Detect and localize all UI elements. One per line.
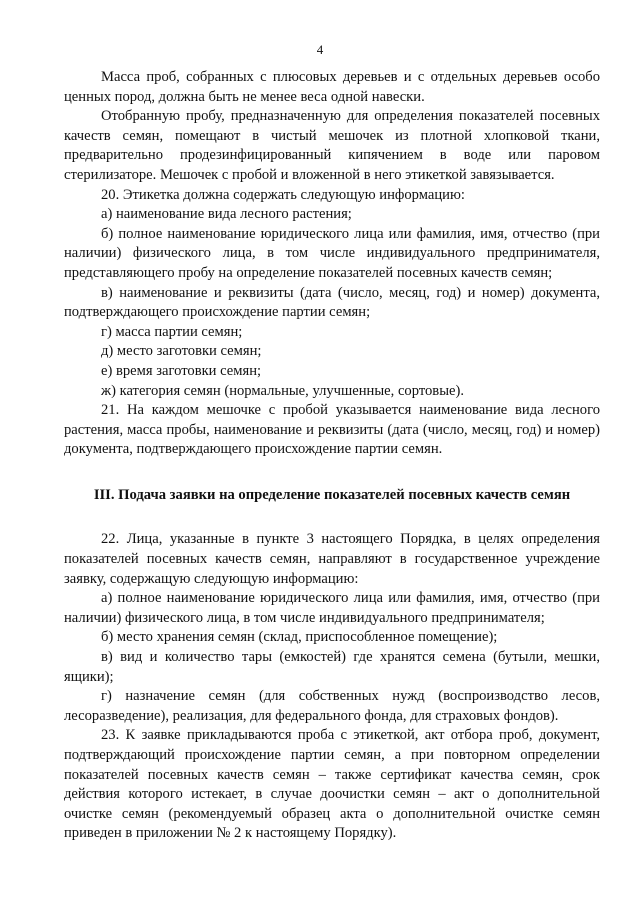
page-number: 4 xyxy=(316,42,324,57)
list-item: а) полное наименование юридического лица или фамилия, имя, отчество (при наличии) физического лица, в том числе индивидуального предпринимателя; xyxy=(64,590,600,626)
list-item: б) полное наименование юридического лица или фамилия, имя, отчество (при наличии) физического лица, в том числе индивидуального предпринимателя, представляющего пробу на определение показателей посевных качеств семян; xyxy=(64,225,600,281)
list-item: ж) категория семян (нормальные, улучшенные, сортовые). xyxy=(101,382,464,399)
paragraph: Масса проб, собранных с плюсовых деревьев и с отдельных деревьев особо ценных пород, должна быть не менее веса одной навески. xyxy=(64,69,600,105)
paragraph: 20. Этикетка должна содержать следующую информацию: xyxy=(101,186,465,203)
list-item: а) наименование вида лесного растения; xyxy=(101,206,352,223)
paragraph: 22. Лица, указанные в пункте 3 настоящего Порядка, в целях определения показателей посевных качеств семян, направляют в государственное учреждение заявку, содержащую следующую информацию: xyxy=(64,531,600,587)
list-item: г) назначение семян (для собственных нужд (воспроизводство лесов, лесоразведение), реализация, для федерального фонда, для страховых фондов). xyxy=(64,688,600,724)
list-item: б) место хранения семян (склад, приспособленное помещение); xyxy=(101,629,498,646)
section-heading: III. Подача заявки на определение показателей посевных качеств семян xyxy=(93,486,571,503)
document-body xyxy=(64,68,600,844)
list-item: в) вид и количество тары (емкостей) где хранятся семена (бутыли, мешки, ящики); xyxy=(64,649,600,685)
list-item: г) масса партии семян; xyxy=(101,323,243,340)
list-item: е) время заготовки семян; xyxy=(101,362,262,379)
paragraph: Отобранную пробу, предназначенную для определения показателей посевных качеств семян, помещают в чистый мешочек из плотной хлопковой ткани, предварительно продезинфицированный кипячением в воде или паровом стерилизаторе. Мешочек с пробой и вложенной в него этикеткой завязывается. xyxy=(64,108,600,183)
list-item: в) наименование и реквизиты (дата (число, месяц, год) и номер) документа, подтверждающего происхождение партии семян; xyxy=(64,284,600,321)
paragraph: 23. К заявке прикладываются проба с этикеткой, акт отбора проб, документ, подтверждающий происхождение партии семян, а при повторном определении показателей посевных качеств семян – также сертификат качества семян, срок действия которого истекает, в случае доочистки семян – акт о дополнительной очистке семян (рекомендуемый образец акта о дополнительной очистке семян приведен в приложении № 2 к настоящему Порядку). xyxy=(64,727,600,842)
paragraph: 21. На каждом мешочке с пробой указывается наименование вида лесного растения, масса пробы, наименование и реквизиты (дата (число, месяц, год) и номер) документа, подтверждающего происхождение партии семян. xyxy=(64,402,600,458)
list-item: д) место заготовки семян; xyxy=(101,343,262,360)
